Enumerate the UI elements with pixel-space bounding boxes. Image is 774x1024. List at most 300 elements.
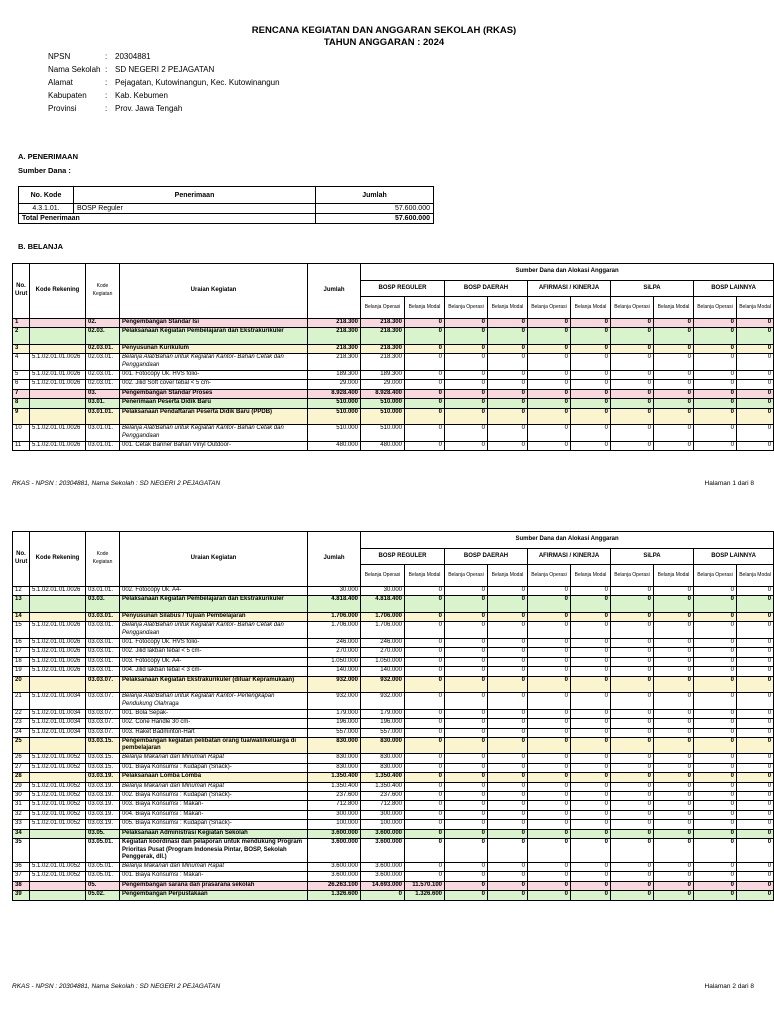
row-belanja-operasi: 0 [611,820,654,829]
row-kode-rekening [30,737,86,754]
row-belanja-modal: 0 [488,891,528,900]
row-belanja-operasi: 0 [445,782,488,791]
row-belanja-operasi: 8.928.400 [361,389,405,398]
row-belanja-operasi: 0 [528,657,571,666]
row-belanja-operasi: 0 [611,587,654,596]
header-kode-kegiatan: Kode Kegiatan [86,532,120,587]
row-belanja-modal: 0 [737,693,774,710]
row-no: 18 [13,657,30,666]
row-belanja-modal: 0 [405,399,445,408]
row-belanja-modal: 0 [571,792,611,801]
belanja-row [13,881,774,890]
row-belanja-modal: 0 [654,587,694,596]
row-belanja-operasi: 0 [528,693,571,710]
identity-row [48,63,280,76]
header-belanja-operasi: Belanja Operasi [611,297,654,319]
row-kode-kegiatan: 02.03.01. [86,370,120,379]
belanja-row [13,667,774,676]
row-belanja-operasi: 1.050.000 [361,657,405,666]
row-belanja-operasi: 0 [611,754,654,763]
row-kode-kegiatan: 02. [86,319,120,328]
row-kode-kegiatan: 03.03.19. [86,820,120,829]
belanja-row [13,773,774,782]
row-belanja-modal: 0 [571,328,611,345]
row-belanja-modal: 0 [405,801,445,810]
row-belanja-modal: 0 [571,782,611,791]
row-kode-kegiatan: 03.03.19. [86,782,120,791]
row-belanja-modal: 0 [488,328,528,345]
belanja-table-page-1 [12,263,774,451]
row-belanja-modal: 0 [654,370,694,379]
row-belanja-operasi: 0 [694,344,737,353]
row-belanja-modal: 0 [654,354,694,371]
row-belanja-modal: 0 [571,425,611,442]
row-belanja-modal: 0 [737,773,774,782]
row-belanja-modal: 0 [654,863,694,872]
row-belanja-modal: 0 [571,829,611,838]
header-belanja-operasi: Belanja Operasi [694,565,737,587]
row-belanja-modal: 0 [488,667,528,676]
row-kode-kegiatan: 03.01. [86,399,120,408]
row-jumlah: 1.706.000 [308,612,361,621]
row-no: 25 [13,737,30,754]
row-belanja-operasi: 300.000 [361,810,405,819]
header-group: BOSP REGULER [361,281,445,297]
row-kode-rekening: 5.1.02.01.01.0026 [30,425,86,442]
header-group: BOSP DAERAH [445,549,528,565]
row-belanja-operasi: 0 [611,810,654,819]
row-belanja-modal: 0 [405,612,445,621]
row-belanja-operasi: 0 [611,319,654,328]
row-belanja-modal: 0 [405,389,445,398]
row-kode-kegiatan: 02.03. [86,328,120,345]
row-belanja-modal: 0 [654,596,694,613]
row-belanja-modal: 0 [488,829,528,838]
row-belanja-modal: 0 [654,676,694,693]
row-no: 10 [13,425,30,442]
row-kode-kegiatan: 03.03.01. [86,657,120,666]
row-belanja-modal: 0 [737,792,774,801]
row-kode-kegiatan: 03.01.01. [86,408,120,425]
row-belanja-operasi: 0 [694,389,737,398]
row-uraian: Pelaksanaan Kegiatan Ekstrakurikuler (diluar Kepramukaan) [120,676,308,693]
row-belanja-modal: 0 [405,693,445,710]
header-kode-rekening: Kode Rekening [30,532,86,587]
row-kode-kegiatan: 03.03.01. [86,612,120,621]
school-identity [48,50,280,115]
row-jumlah: 1.350.400 [308,782,361,791]
row-kode-rekening [30,328,86,345]
row-belanja-operasi: 830.000 [361,763,405,772]
row-kode-rekening: 5.1.02.01.01.0026 [30,370,86,379]
row-belanja-operasi: 0 [611,728,654,737]
row-belanja-operasi: 179.000 [361,709,405,718]
row-belanja-operasi: 0 [528,344,571,353]
row-belanja-modal: 0 [737,648,774,657]
row-belanja-operasi: 0 [694,754,737,763]
page-1-footer-left: RKAS - NPSN : 20304881, Nama Sekolah : SD NEGERI 2 PEJAGATAN [12,480,221,487]
header-jumlah: Jumlah [308,264,361,319]
row-no: 37 [13,872,30,881]
row-belanja-operasi: 0 [611,863,654,872]
row-belanja-modal: 0 [654,328,694,345]
row-belanja-modal: 0 [654,319,694,328]
row-belanja-modal: 0 [571,638,611,647]
row-belanja-operasi: 0 [611,389,654,398]
row-belanja-operasi: 0 [528,380,571,389]
header-group: BOSP LAINNYA [694,549,774,565]
row-belanja-operasi: 0 [528,728,571,737]
belanja-row [13,820,774,829]
row-belanja-operasi: 0 [528,810,571,819]
row-uraian: Pelaksanaan Administrasi Kegiatan Sekolah [120,829,308,838]
row-belanja-modal: 0 [405,441,445,450]
row-uraian: Penyusunan Kurikulum [120,344,308,353]
header-jumlah: Jumlah [316,187,434,204]
page-1-footer-right: Halaman 1 dari 8 [704,480,754,487]
row-belanja-operasi: 0 [611,709,654,718]
row-belanja-operasi: 0 [694,638,737,647]
row-belanja-operasi: 0 [694,792,737,801]
row-kode-rekening [30,408,86,425]
row-belanja-modal: 0 [654,693,694,710]
header-belanja-operasi: Belanja Operasi [445,297,488,319]
row-belanja-modal: 0 [488,872,528,881]
header-belanja-modal: Belanja Modal [654,297,694,319]
row-belanja-modal: 0 [488,881,528,890]
page-2-footer-right: Halaman 2 dari 8 [704,983,754,990]
row-belanja-modal: 0 [405,648,445,657]
row-belanja-operasi: 0 [445,638,488,647]
row-belanja-modal: 0 [405,328,445,345]
row-belanja-modal: 0 [737,441,774,450]
row-belanja-modal: 0 [488,380,528,389]
row-belanja-operasi: 0 [528,389,571,398]
row-belanja-operasi: 0 [445,622,488,639]
row-belanja-modal: 0 [405,676,445,693]
row-belanja-operasi: 3.600.000 [361,829,405,838]
row-belanja-modal: 0 [654,380,694,389]
row-kode-kegiatan: 03.03.19. [86,810,120,819]
row-no: 9 [13,408,30,425]
row-belanja-modal: 0 [488,638,528,647]
penerimaan-row [19,204,434,214]
row-kode-rekening: 5.1.02.01.01.0052 [30,863,86,872]
row-uraian: 001. Cetak Banner Bahan Vinyl Outdoor- [120,441,308,450]
row-no: 16 [13,638,30,647]
row-kode-kegiatan: 03.03.15. [86,737,120,754]
row-uraian: Belanja Makanan dan Minuman Rapat [120,863,308,872]
row-belanja-modal: 0 [654,754,694,763]
row-belanja-modal: 0 [737,622,774,639]
row-belanja-operasi: 270.000 [361,648,405,657]
row-belanja-operasi: 0 [361,891,405,900]
row-uraian: 003. Raket Badminton-Hart [120,728,308,737]
header-group: BOSP LAINNYA [694,281,774,297]
row-belanja-modal: 0 [571,667,611,676]
row-belanja-modal: 0 [737,612,774,621]
row-belanja-modal: 0 [571,648,611,657]
row-belanja-modal: 0 [488,709,528,718]
row-belanja-modal: 0 [571,773,611,782]
row-uraian: Pelaksanaan Kegiatan Pembelajaran dan Ekstrakurikuler [120,596,308,613]
row-jumlah: 246.000 [308,638,361,647]
belanja-row [13,425,774,442]
row-belanja-modal: 0 [654,709,694,718]
row-no: 15 [13,622,30,639]
header-belanja-operasi: Belanja Operasi [611,565,654,587]
row-belanja-modal: 0 [737,596,774,613]
identity-value: 20304881 [115,52,151,61]
row-belanja-operasi: 0 [611,782,654,791]
row-kode-rekening: 5.1.02.01.01.0026 [30,638,86,647]
row-no: 34 [13,829,30,838]
row-belanja-modal: 0 [654,820,694,829]
header-no-urut: No. Urut [13,532,30,587]
row-belanja-operasi: 0 [445,801,488,810]
row-kode-rekening: 5.1.02.01.01.0026 [30,648,86,657]
row-belanja-operasi: 0 [611,612,654,621]
row-belanja-modal: 0 [737,839,774,863]
identity-colon: : [105,78,108,87]
belanja-row [13,596,774,613]
row-kode-kegiatan: 03.05.01. [86,872,120,881]
belanja-row [13,792,774,801]
row-uraian: Penerimaan Peserta Didik Baru [120,399,308,408]
belanja-row [13,344,774,353]
row-belanja-operasi: 0 [445,728,488,737]
row-belanja-modal: 0 [571,370,611,379]
identity-value: Prov. Jawa Tengah [115,104,183,113]
row-belanja-operasi: 0 [694,872,737,881]
row-jumlah: 1.706.000 [308,622,361,639]
row-belanja-modal: 0 [405,737,445,754]
row-belanja-modal: 0 [488,810,528,819]
row-belanja-operasi: 218.300 [361,354,405,371]
identity-key: Alamat [48,78,73,87]
row-belanja-modal: 0 [405,810,445,819]
row-jumlah: 218.300 [308,354,361,371]
identity-colon: : [105,52,108,61]
row-belanja-modal: 0 [654,622,694,639]
row-no: 5 [13,370,30,379]
row-jumlah: 480.000 [308,441,361,450]
row-no: 27 [13,763,30,772]
row-belanja-operasi: 0 [611,354,654,371]
row-belanja-modal: 0 [654,782,694,791]
row-belanja-modal: 0 [654,408,694,425]
row-belanja-modal: 0 [737,638,774,647]
row-belanja-modal: 0 [737,667,774,676]
identity-colon: : [105,91,108,100]
row-belanja-modal: 0 [654,773,694,782]
belanja-row [13,399,774,408]
header-belanja-modal: Belanja Modal [405,565,445,587]
header-belanja-operasi: Belanja Operasi [528,565,571,587]
belanja-row [13,380,774,389]
row-jumlah: 100.000 [308,820,361,829]
row-no: 13 [13,596,30,613]
row-kode-rekening [30,891,86,900]
row-belanja-modal: 0 [654,657,694,666]
total-value: 57.600.000 [316,214,434,224]
row-belanja-operasi: 0 [445,596,488,613]
row-belanja-operasi: 0 [528,792,571,801]
row-kode-kegiatan: 03.03.01. [86,638,120,647]
row-jumlah: 189.300 [308,370,361,379]
row-belanja-operasi: 0 [694,693,737,710]
row-kode-rekening [30,596,86,613]
row-belanja-modal: 0 [571,354,611,371]
row-kode-rekening: 5.1.02.01.01.0026 [30,657,86,666]
row-belanja-modal: 0 [488,728,528,737]
row-belanja-operasi: 0 [694,891,737,900]
row-belanja-operasi: 0 [528,839,571,863]
row-belanja-modal: 0 [654,737,694,754]
identity-value: Kab. Kebumen [115,91,168,100]
row-belanja-operasi: 0 [445,872,488,881]
row-uraian: Belanja Makanan dan Minuman Rapat [120,754,308,763]
row-belanja-operasi: 0 [694,370,737,379]
row-belanja-modal: 0 [737,891,774,900]
row-belanja-modal: 0 [405,425,445,442]
row-belanja-modal: 0 [737,344,774,353]
row-belanja-modal: 0 [654,792,694,801]
row-belanja-operasi: 0 [694,657,737,666]
row-belanja-modal: 0 [737,380,774,389]
row-belanja-operasi: 0 [445,709,488,718]
row-uraian: 002. Jilid lakban tebal < 5 cm- [120,648,308,657]
row-belanja-modal: 0 [654,441,694,450]
belanja-row [13,354,774,371]
row-belanja-modal: 0 [571,839,611,863]
row-belanja-modal: 0 [571,612,611,621]
identity-row [48,50,280,63]
row-belanja-operasi: 510.000 [361,425,405,442]
row-belanja-modal: 0 [571,737,611,754]
row-belanja-operasi: 30.000 [361,587,405,596]
row-uraian: Pengembangan kegiatan pelibatan orang tua/wali/keluarga di pembelajaran [120,737,308,754]
row-kode-kegiatan: 03.05.01. [86,863,120,872]
row-belanja-modal: 0 [488,782,528,791]
row-belanja-modal: 0 [405,380,445,389]
row-belanja-modal: 0 [654,801,694,810]
belanja-row [13,763,774,772]
row-belanja-modal: 0 [571,441,611,450]
row-belanja-operasi: 0 [445,328,488,345]
row-belanja-operasi: 14.693.000 [361,881,405,890]
row-no: 1 [13,319,30,328]
row-belanja-modal: 0 [488,389,528,398]
row-belanja-operasi: 0 [611,425,654,442]
row-belanja-operasi: 0 [445,667,488,676]
row-no: 35 [13,839,30,863]
row-belanja-modal: 0 [405,667,445,676]
row-belanja-modal: 0 [488,792,528,801]
row-belanja-modal: 0 [737,872,774,881]
row-belanja-modal: 0 [488,612,528,621]
row-belanja-modal: 0 [571,596,611,613]
row-belanja-operasi: 0 [528,596,571,613]
belanja-row [13,872,774,881]
row-belanja-operasi: 140.000 [361,667,405,676]
belanja-row [13,441,774,450]
header-belanja-modal: Belanja Modal [737,297,774,319]
row-belanja-operasi: 0 [611,872,654,881]
row-uraian: 002. Cone Handle 30 cm- [120,719,308,728]
row-belanja-operasi: 0 [528,863,571,872]
row-belanja-modal: 0 [405,709,445,718]
belanja-row [13,612,774,621]
row-belanja-operasi: 3.600.000 [361,839,405,863]
row-belanja-operasi: 246.000 [361,638,405,647]
belanja-row [13,801,774,810]
row-belanja-operasi: 0 [445,319,488,328]
row-belanja-modal: 0 [737,319,774,328]
row-kode-kegiatan: 02.03.01. [86,380,120,389]
row-kode-kegiatan: 03.01.01. [86,441,120,450]
row-belanja-operasi: 218.300 [361,319,405,328]
row-belanja-operasi: 0 [528,763,571,772]
belanja-row [13,408,774,425]
row-jumlah: 830.000 [308,754,361,763]
row-belanja-operasi: 0 [445,344,488,353]
row-kode-rekening [30,399,86,408]
row-belanja-modal: 1.326.600 [405,891,445,900]
belanja-table-page-2 [12,531,774,901]
row-belanja-operasi: 0 [528,881,571,890]
header-no-kode: No. Kode [19,187,74,204]
row-belanja-operasi: 712.800 [361,801,405,810]
penerimaan-kode: 4.3.1.01. [19,204,74,214]
row-belanja-modal: 0 [571,709,611,718]
row-belanja-operasi: 0 [611,773,654,782]
row-belanja-modal: 0 [571,863,611,872]
row-belanja-modal: 0 [654,389,694,398]
row-belanja-operasi: 0 [694,773,737,782]
row-no: 36 [13,863,30,872]
row-jumlah: 179.000 [308,709,361,718]
row-no: 17 [13,648,30,657]
belanja-row [13,728,774,737]
row-kode-kegiatan: 03.03.07. [86,709,120,718]
row-kode-kegiatan: 03.03.15. [86,754,120,763]
row-belanja-operasi: 196.000 [361,719,405,728]
row-jumlah: 712.800 [308,801,361,810]
row-kode-kegiatan: 05.02. [86,891,120,900]
row-jumlah: 8.928.400 [308,389,361,398]
belanja-header-row [13,532,774,549]
row-belanja-modal: 0 [737,587,774,596]
row-belanja-operasi: 0 [445,648,488,657]
row-uraian: Pengembangan sarana dan prasarana sekolah [120,881,308,890]
row-jumlah: 510.000 [308,425,361,442]
row-jumlah: 557.000 [308,728,361,737]
row-belanja-operasi: 0 [445,354,488,371]
row-uraian: 005. Biaya Konsumsi : Kudapan (Snack)- [120,820,308,829]
row-belanja-operasi: 100.000 [361,820,405,829]
row-belanja-operasi: 0 [528,709,571,718]
belanja-row [13,389,774,398]
row-uraian: Belanja Makanan dan Minuman Rapat [120,782,308,791]
row-jumlah: 3.600.000 [308,863,361,872]
row-uraian: 001. Biaya Konsumsi : Makan- [120,872,308,881]
header-group: BOSP DAERAH [445,281,528,297]
row-belanja-operasi: 0 [694,820,737,829]
row-belanja-modal: 0 [488,676,528,693]
row-belanja-modal: 0 [488,773,528,782]
row-belanja-operasi: 0 [528,773,571,782]
